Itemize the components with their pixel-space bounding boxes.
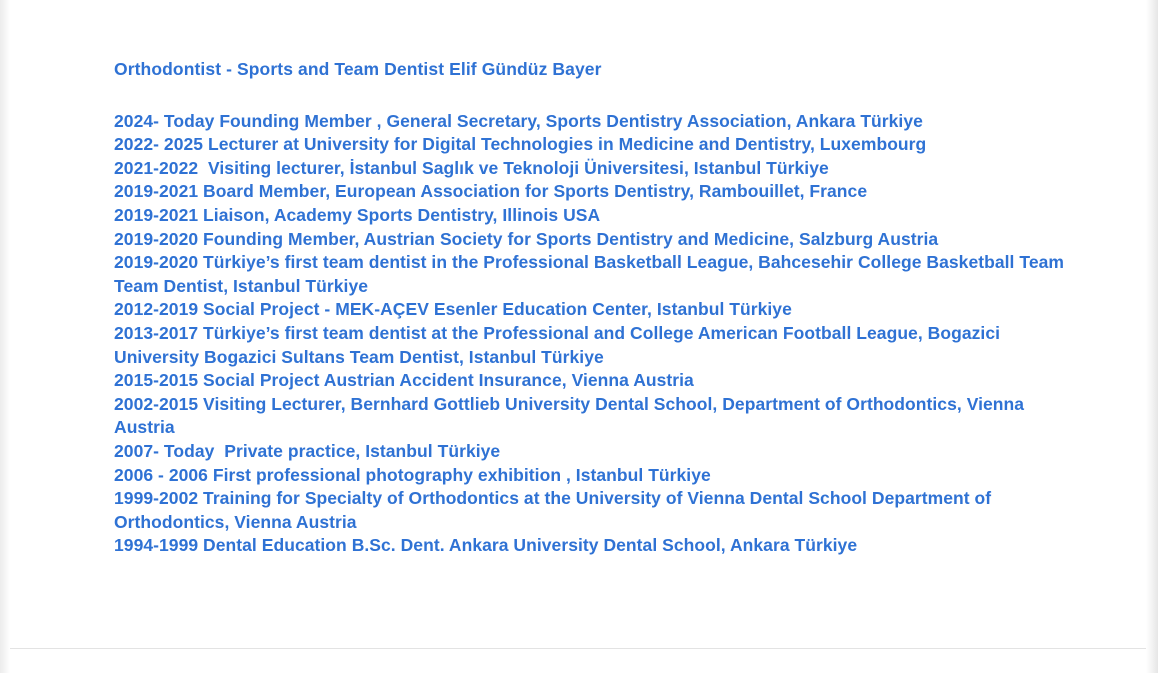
list-item: 2019-2020 Türkiye’s first team dentist in the Professional Basketball League, Bahcesehir College Basketball Team Team Dentist, Istanbul Türkiye: [114, 252, 1069, 296]
list-item: 2019-2021 Board Member, European Association for Sports Dentistry, Rambouillet, France: [114, 181, 868, 202]
list-item: 1994-1999 Dental Education B.Sc. Dent. Ankara University Dental School, Ankara Türkiye: [114, 535, 858, 556]
list-item: 2021-2022 Visiting lecturer, İstanbul Saglık ve Teknoloji Üniversitesi, Istanbul Türkiye: [114, 157, 829, 178]
document-content: [114, 58, 1074, 558]
list-item: 2015-2015 Social Project Austrian Accident Insurance, Vienna Austria: [114, 370, 694, 391]
list-item: 2012-2019 Social Project - MEK-AÇEV Esenler Education Center, Istanbul Türkiye: [114, 299, 792, 320]
page-divider: [10, 648, 1146, 649]
list-item: 1999-2002 Training for Specialty of Orthodontics at the University of Vienna Dental School Department of Orthodontics, Vienna Austria: [114, 488, 997, 532]
list-item: 2013-2017 Türkiye’s first team dentist at the Professional and College American Football League, Bogazici University Bogazici Sultans Team Dentist, Istanbul Türkiye: [114, 322, 1005, 367]
list-item: 2024- Today Founding Member , General Secretary, Sports Dentistry Association, Ankara Türkiye: [114, 110, 923, 131]
list-item: 2022- 2025 Lecturer at University for Digital Technologies in Medicine and Dentistry, Luxembourg: [114, 134, 927, 155]
page-title: Orthodontist - Sports and Team Dentist Elif Gündüz Bayer: [114, 59, 602, 79]
list-item: 2019-2021 Liaison, Academy Sports Dentistry, Illinois USA: [114, 205, 601, 225]
list-item: 2002-2015 Visiting Lecturer, Bernhard Gottlieb University Dental School, Department of Orthodontics, Vienna Austria: [114, 393, 1029, 438]
list-item: 2006 - 2006 First professional photography exhibition , Istanbul Türkiye: [114, 464, 711, 485]
cv-entry-list: [114, 110, 1074, 558]
list-item: 2007- Today Private practice, Istanbul Türkiye: [114, 440, 501, 461]
list-item: 2019-2020 Founding Member, Austrian Society for Sports Dentistry and Medicine, Salzburg Austria: [114, 228, 939, 249]
